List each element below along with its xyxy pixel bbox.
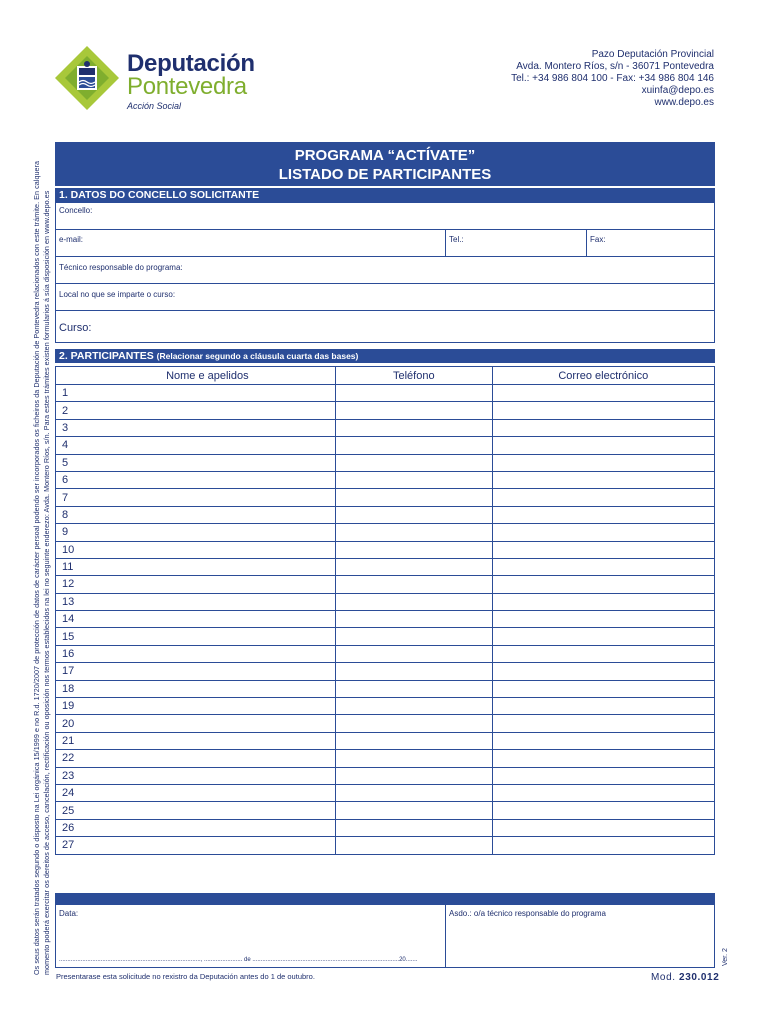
row-number: 12 <box>56 576 80 593</box>
email-cell[interactable] <box>492 680 714 697</box>
email-cell[interactable] <box>492 454 714 471</box>
row-number: 17 <box>56 663 80 680</box>
concello-field[interactable] <box>55 202 715 230</box>
row-number: 19 <box>56 698 80 715</box>
phone-cell[interactable] <box>335 576 492 593</box>
section2-header: 2. PARTICIPANTES (Relacionar segundo a cláusula cuarta das bases) <box>55 349 715 363</box>
email-cell[interactable] <box>492 576 714 593</box>
row-number: 7 <box>56 489 80 506</box>
logo-subtitle: Acción Social <box>127 101 182 111</box>
phone-cell[interactable] <box>335 593 492 610</box>
contact-line-1: Pazo Deputación Provincial <box>591 49 714 60</box>
row-number: 24 <box>56 784 80 801</box>
table-row <box>56 802 715 819</box>
table-row <box>56 663 715 680</box>
title-line-1: PROGRAMA “ACTÍVATE” <box>294 147 476 164</box>
email-cell[interactable] <box>492 750 714 767</box>
table-row <box>56 732 715 749</box>
model-prefix: Mod. <box>651 972 676 983</box>
email-cell[interactable] <box>492 645 714 662</box>
phone-cell[interactable] <box>335 680 492 697</box>
email-cell[interactable] <box>492 471 714 488</box>
email-cell[interactable] <box>492 524 714 541</box>
signature-label: Asdo.: o/a técnico responsable do programa <box>449 909 606 918</box>
phone-cell[interactable] <box>335 819 492 836</box>
phone-cell[interactable] <box>335 402 492 419</box>
name-cell[interactable] <box>80 628 336 645</box>
email-cell[interactable] <box>492 732 714 749</box>
phone-cell[interactable] <box>335 802 492 819</box>
form-title <box>55 142 715 186</box>
table-row <box>56 471 715 488</box>
phone-cell[interactable] <box>335 628 492 645</box>
email-cell[interactable] <box>492 385 714 402</box>
row-number: 18 <box>56 680 80 697</box>
name-cell[interactable] <box>80 454 336 471</box>
table-row <box>56 385 715 402</box>
table-row <box>56 558 715 575</box>
table-row <box>56 680 715 697</box>
email-cell[interactable] <box>492 506 714 523</box>
local-field[interactable] <box>55 283 715 311</box>
phone-cell[interactable] <box>335 698 492 715</box>
phone-cell[interactable] <box>335 471 492 488</box>
phone-cell[interactable] <box>335 541 492 558</box>
name-cell[interactable] <box>80 732 336 749</box>
phone-cell[interactable] <box>335 767 492 784</box>
date-line: ....................................................................................., ....................... de ........................................................................................20....... <box>59 957 418 963</box>
name-cell[interactable] <box>80 750 336 767</box>
email-cell[interactable] <box>492 837 714 854</box>
date-label: Data: <box>59 909 79 918</box>
participants-body <box>56 385 715 855</box>
phone-cell[interactable] <box>335 715 492 732</box>
name-cell[interactable] <box>80 385 336 402</box>
phone-cell[interactable] <box>335 645 492 662</box>
email-cell[interactable] <box>492 784 714 801</box>
data-protection-notice <box>32 130 52 975</box>
version-label: Ver. 2 <box>722 948 729 966</box>
participants-table <box>55 366 715 855</box>
fax-field[interactable] <box>586 229 715 257</box>
contact-line-2: Avda. Montero Ríos, s/n - 36071 Pontevedra <box>516 61 714 72</box>
logo-name-line1: Deputación <box>127 50 255 77</box>
fax-label: Fax: <box>590 235 606 244</box>
email-label: e-mail: <box>59 235 84 244</box>
contact-website: www.depo.es <box>654 97 714 108</box>
table-row <box>56 489 715 506</box>
phone-cell[interactable] <box>335 663 492 680</box>
phone-cell[interactable] <box>335 611 492 628</box>
table-row <box>56 541 715 558</box>
row-number: 6 <box>56 471 80 488</box>
table-row <box>56 750 715 767</box>
row-number: 15 <box>56 628 80 645</box>
email-cell[interactable] <box>492 802 714 819</box>
row-number: 23 <box>56 767 80 784</box>
name-cell[interactable] <box>80 819 336 836</box>
row-number: 16 <box>56 645 80 662</box>
name-cell[interactable] <box>80 489 336 506</box>
phone-cell[interactable] <box>335 437 492 454</box>
name-cell[interactable] <box>80 558 336 575</box>
table-row <box>56 524 715 541</box>
phone-cell[interactable] <box>335 385 492 402</box>
col-header-email: Correo electrónico <box>492 367 714 385</box>
email-field[interactable] <box>55 229 446 257</box>
contact-line-3: Tel.: +34 986 804 100 - Fax: +34 986 804 146 <box>511 73 714 84</box>
row-number: 27 <box>56 837 80 854</box>
tecnico-label: Técnico responsable do programa: <box>59 263 183 272</box>
email-cell[interactable] <box>492 698 714 715</box>
name-cell[interactable] <box>80 506 336 523</box>
phone-cell[interactable] <box>335 837 492 854</box>
name-cell[interactable] <box>80 611 336 628</box>
tel-field[interactable] <box>445 229 587 257</box>
contact-block <box>511 49 714 109</box>
curso-field[interactable] <box>55 310 715 343</box>
date-field[interactable] <box>55 904 446 968</box>
table-row <box>56 506 715 523</box>
row-number: 1 <box>56 385 80 402</box>
table-row <box>56 576 715 593</box>
table-row <box>56 819 715 836</box>
name-cell[interactable] <box>80 541 336 558</box>
email-cell[interactable] <box>492 419 714 436</box>
table-row <box>56 784 715 801</box>
row-number: 22 <box>56 750 80 767</box>
curso-label: Curso: <box>59 322 92 334</box>
email-cell[interactable] <box>492 593 714 610</box>
email-cell[interactable] <box>492 663 714 680</box>
row-number: 4 <box>56 437 80 454</box>
phone-cell[interactable] <box>335 750 492 767</box>
phone-cell[interactable] <box>335 419 492 436</box>
name-cell[interactable] <box>80 402 336 419</box>
name-cell[interactable] <box>80 715 336 732</box>
phone-cell[interactable] <box>335 524 492 541</box>
name-cell[interactable] <box>80 524 336 541</box>
email-cell[interactable] <box>492 489 714 506</box>
table-row <box>56 645 715 662</box>
name-cell[interactable] <box>80 419 336 436</box>
row-number: 20 <box>56 715 80 732</box>
table-row <box>56 593 715 610</box>
logo-emblem <box>53 44 121 112</box>
row-number: 3 <box>56 419 80 436</box>
table-row <box>56 402 715 419</box>
section2-note: (Relacionar segundo a cláusula cuarta das bases) <box>156 351 359 361</box>
phone-cell[interactable] <box>335 489 492 506</box>
name-cell[interactable] <box>80 784 336 801</box>
table-row <box>56 767 715 784</box>
table-row <box>56 628 715 645</box>
section1-header: 1. DATOS DO CONCELLO SOLICITANTE <box>55 188 715 202</box>
concello-label: Concello: <box>59 206 93 215</box>
email-cell[interactable] <box>492 558 714 575</box>
table-row <box>56 419 715 436</box>
email-cell[interactable] <box>492 767 714 784</box>
row-number: 21 <box>56 732 80 749</box>
table-header-row <box>56 367 715 385</box>
email-cell[interactable] <box>492 611 714 628</box>
name-cell[interactable] <box>80 576 336 593</box>
tecnico-field[interactable] <box>55 256 715 284</box>
row-number: 14 <box>56 611 80 628</box>
name-cell[interactable] <box>80 767 336 784</box>
model-code <box>651 972 719 983</box>
row-number: 26 <box>56 819 80 836</box>
phone-cell[interactable] <box>335 454 492 471</box>
table-row <box>56 837 715 854</box>
logo-name-line2: Pontevedra <box>127 73 247 100</box>
submission-note: Presentarase esta solicitude no rexistro da Deputación antes do 1 de outubro. <box>56 972 315 981</box>
email-cell[interactable] <box>492 437 714 454</box>
row-number: 5 <box>56 454 80 471</box>
email-cell[interactable] <box>492 715 714 732</box>
name-cell[interactable] <box>80 471 336 488</box>
row-number: 9 <box>56 524 80 541</box>
phone-cell[interactable] <box>335 558 492 575</box>
row-number: 11 <box>56 558 80 575</box>
name-cell[interactable] <box>80 645 336 662</box>
row-number: 8 <box>56 506 80 523</box>
table-row <box>56 715 715 732</box>
row-number: 2 <box>56 402 80 419</box>
row-number: 10 <box>56 541 80 558</box>
notice-line-2: momento poderá exercitar os dereitos de acceso, cancelación, rectificación ou oposición nos termos establecidos na lei no seguinte enderezo: Avda. Montero Ríos, s/n. Para estes trámites existen formularios á súa disposición en www.depo.es <box>42 190 51 975</box>
table-row <box>56 437 715 454</box>
email-cell[interactable] <box>492 628 714 645</box>
email-cell[interactable] <box>492 541 714 558</box>
row-number: 25 <box>56 802 80 819</box>
signature-field[interactable] <box>445 904 715 968</box>
model-number: 230.012 <box>679 972 720 983</box>
name-cell[interactable] <box>80 802 336 819</box>
table-row <box>56 611 715 628</box>
notice-line-1: Os seus datos serán tratados segundo o disposto na Lei orgánica 15/1999 e no R.d. 1720/2007 de protección de datos de carácter persoal podendo ser incorporados os ficheiros da Deputación de Pontevedra relacionados con este trámite. En calquera <box>32 160 41 975</box>
email-cell[interactable] <box>492 819 714 836</box>
col-header-phone: Teléfono <box>335 367 492 385</box>
row-number: 13 <box>56 593 80 610</box>
phone-cell[interactable] <box>335 506 492 523</box>
table-row <box>56 454 715 471</box>
name-cell[interactable] <box>80 680 336 697</box>
phone-cell[interactable] <box>335 784 492 801</box>
phone-cell[interactable] <box>335 732 492 749</box>
name-cell[interactable] <box>80 593 336 610</box>
contact-email: xuinfa@depo.es <box>641 85 714 96</box>
col-header-name: Nome e apelidos <box>80 367 336 385</box>
num-header <box>56 367 80 385</box>
email-cell[interactable] <box>492 402 714 419</box>
name-cell[interactable] <box>80 663 336 680</box>
title-line-2: LISTADO DE PARTICIPANTES <box>278 166 492 183</box>
name-cell[interactable] <box>80 437 336 454</box>
tel-label: Tel.: <box>449 235 464 244</box>
name-cell[interactable] <box>80 837 336 854</box>
name-cell[interactable] <box>80 698 336 715</box>
local-label: Local no que se imparte o curso: <box>59 290 176 299</box>
table-row <box>56 698 715 715</box>
